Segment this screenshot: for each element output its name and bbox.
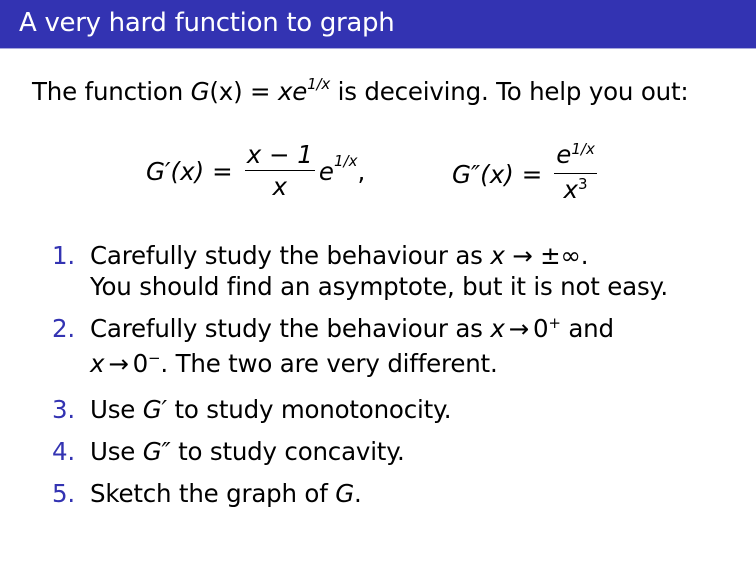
item-math: 0 <box>533 314 549 343</box>
eq2-num-exp: 1/x <box>571 140 595 158</box>
eq1-factor-exp: 1/x <box>333 151 358 170</box>
item-math-sup: − <box>148 349 161 367</box>
eq2-denominator <box>564 174 588 209</box>
list-item <box>52 478 668 509</box>
math-G: G <box>190 77 210 106</box>
math-equals: = <box>242 77 278 106</box>
equation-first-derivative <box>146 140 365 203</box>
arrow-icon: → <box>108 349 129 378</box>
item-math: G <box>335 479 355 508</box>
item-math: G′ <box>142 395 167 424</box>
item-number: 4. <box>52 437 75 466</box>
item-text: Sketch the graph of <box>90 479 336 508</box>
eq2-fraction <box>554 140 597 209</box>
item-math: x → ±∞ <box>490 241 581 270</box>
eq1-equals: = <box>212 157 233 186</box>
item-math: x <box>90 349 105 378</box>
intro-text-after: is deceiving. To help you out: <box>330 77 689 106</box>
eq1-numerator: x − 1 <box>246 140 313 169</box>
item-text: Carefully study the behaviour as <box>90 314 491 343</box>
eq2-lhs: G″(x) <box>452 160 514 189</box>
item-line <box>90 313 668 348</box>
item-math-sup: + <box>548 314 561 332</box>
intro-sentence <box>32 77 688 106</box>
math-paren-x: (x) <box>209 77 243 106</box>
eq1-lhs: G′(x) <box>146 157 205 186</box>
eq1-trail: , <box>357 157 366 186</box>
item-number: 3. <box>52 395 75 424</box>
item-number: 1. <box>52 241 75 270</box>
item-text: to study monotonocity. <box>166 395 452 424</box>
math-x: x <box>277 77 293 106</box>
item-line: You should find an asymptote, but it is not easy. <box>90 272 668 301</box>
list-item <box>52 394 668 425</box>
eq2-equals: = <box>521 160 543 189</box>
math-exponent: 1/x <box>307 75 331 93</box>
item-text: . <box>354 479 362 508</box>
eq1-factor-base: e <box>318 157 334 186</box>
item-text: Use <box>90 437 143 466</box>
eq2-den-exp: 3 <box>578 175 588 193</box>
item-number: 2. <box>52 314 75 343</box>
eq2-numerator <box>554 140 597 173</box>
item-text: Carefully study the behaviour as <box>90 241 491 270</box>
math-e: e <box>292 77 308 106</box>
eq2-den-base: x <box>563 175 579 204</box>
list-item <box>52 240 668 302</box>
item-text: to study concavity. <box>170 437 405 466</box>
item-text: Use <box>90 395 143 424</box>
eq2-num-base: e <box>556 140 572 169</box>
task-list <box>52 240 668 520</box>
item-text: . The two are very different. <box>160 349 498 378</box>
intro-text-before: The function <box>32 77 191 106</box>
item-line <box>90 348 668 383</box>
item-line <box>90 240 668 271</box>
item-math: G″ <box>142 437 171 466</box>
item-text: . <box>580 241 589 270</box>
equation-second-derivative <box>452 140 601 209</box>
list-item <box>52 436 668 467</box>
item-math: 0 <box>132 349 149 378</box>
arrow-icon: → <box>508 314 529 343</box>
slide-title: A very hard function to graph <box>19 8 395 38</box>
item-math: x <box>490 314 505 343</box>
eq1-denominator: x <box>272 172 288 201</box>
item-text: and <box>560 314 614 343</box>
item-number: 5. <box>52 479 75 508</box>
list-item <box>52 313 668 383</box>
slide-title-bar <box>0 0 756 49</box>
eq1-fraction <box>245 140 315 203</box>
